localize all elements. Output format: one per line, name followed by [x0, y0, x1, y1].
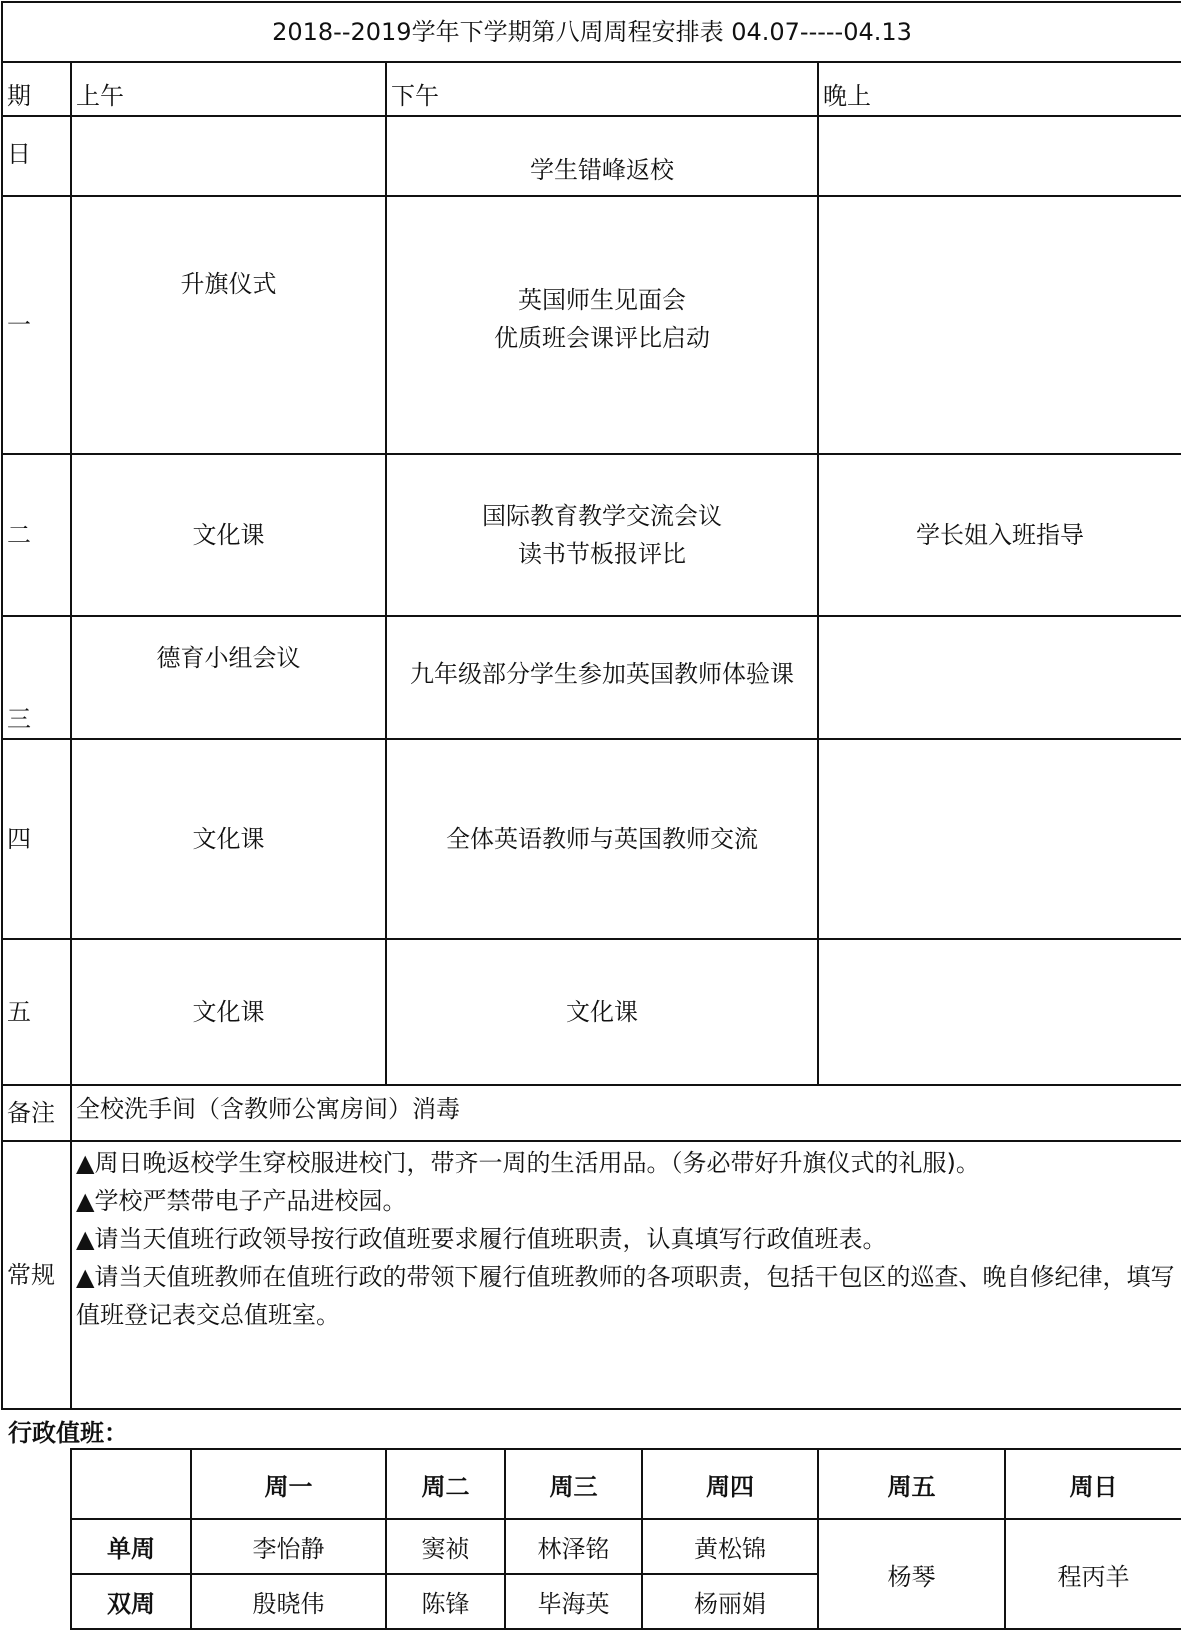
afternoon-item: 国际教育教学交流会议 [482, 502, 722, 530]
single-week-label: 单周 [71, 1519, 191, 1574]
remarks-text: 全校洗手间（含教师公寓房间）消毒 [71, 1085, 1181, 1141]
header-row [2, 62, 1181, 116]
duty-col-thursday: 周四 [642, 1449, 818, 1519]
day-label: 二 [2, 454, 71, 616]
title-row [2, 2, 1181, 62]
duty-name: 窦祯 [386, 1519, 505, 1574]
duty-header-row [71, 1449, 1181, 1519]
day-row-friday [2, 939, 1181, 1085]
routine-line: ▲请当天值班教师在值班行政的带领下履行值班教师的各项职责，包括干包区的巡查、晚自修纪律，填写值班登记表交总值班室。 [76, 1263, 1175, 1329]
afternoon-item: 英国师生见面会 [518, 286, 686, 314]
routine-line: ▲学校严禁带电子产品进校园。 [76, 1187, 407, 1215]
routine-row [2, 1141, 1181, 1409]
evening-cell [818, 116, 1181, 196]
duty-single-week-row [71, 1519, 1181, 1574]
afternoon-cell: 全体英语教师与英国教师交流 [386, 739, 818, 939]
morning-cell [71, 116, 386, 196]
duty-corner-cell [71, 1449, 191, 1519]
evening-cell [818, 196, 1181, 454]
day-row-wednesday [2, 616, 1181, 739]
day-label: 四 [2, 739, 71, 939]
duty-col-wednesday: 周三 [505, 1449, 642, 1519]
remarks-row [2, 1085, 1181, 1141]
routine-line: ▲周日晚返校学生穿校服进校门，带齐一周的生活用品。（务必带好升旗仪式的礼服)。 [76, 1149, 980, 1177]
day-row-sunday [2, 116, 1181, 196]
afternoon-cell: 文化课 [386, 939, 818, 1085]
duty-name: 林泽铭 [505, 1519, 642, 1574]
duty-sunday-name: 程丙羊 [1005, 1519, 1181, 1629]
morning-cell: 文化课 [71, 454, 386, 616]
remarks-label: 备注 [2, 1085, 71, 1141]
day-label: 日 [2, 116, 71, 196]
header-day: 期 [2, 62, 71, 116]
day-row-tuesday [2, 454, 1181, 616]
morning-cell: 文化课 [71, 739, 386, 939]
evening-cell [818, 739, 1181, 939]
day-label: 五 [2, 939, 71, 1085]
afternoon-cell [386, 196, 818, 454]
duty-col-friday: 周五 [818, 1449, 1005, 1519]
day-row-thursday [2, 739, 1181, 939]
double-week-label: 双周 [71, 1574, 191, 1629]
duty-col-tuesday: 周二 [386, 1449, 505, 1519]
duty-name: 杨丽娟 [642, 1574, 818, 1629]
afternoon-cell: 学生错峰返校 [386, 116, 818, 196]
routine-line: ▲请当天值班行政领导按行政值班要求履行值班职责，认真填写行政值班表。 [76, 1225, 887, 1253]
duty-name: 毕海英 [505, 1574, 642, 1629]
evening-cell [818, 616, 1181, 739]
header-afternoon: 下午 [386, 62, 818, 116]
day-row-monday [2, 196, 1181, 454]
duty-roster-table [70, 1448, 1181, 1630]
duty-name: 黄松锦 [642, 1519, 818, 1574]
day-label: 三 [2, 616, 71, 739]
evening-cell: 学长姐入班指导 [818, 454, 1181, 616]
routine-content [71, 1141, 1181, 1409]
routine-label: 常规 [2, 1141, 71, 1409]
header-evening: 晚上 [818, 62, 1181, 116]
evening-cell [818, 939, 1181, 1085]
duty-name: 陈锋 [386, 1574, 505, 1629]
duty-name: 殷晓伟 [191, 1574, 386, 1629]
duty-friday-name: 杨琴 [818, 1519, 1005, 1629]
afternoon-item: 读书节板报评比 [518, 540, 686, 568]
weekly-schedule-table [1, 1, 1181, 1410]
duty-name: 李怡静 [191, 1519, 386, 1574]
duty-section-label: 行政值班： [8, 1419, 128, 1447]
afternoon-cell [386, 454, 818, 616]
afternoon-cell: 九年级部分学生参加英国教师体验课 [386, 616, 818, 739]
morning-cell: 德育小组会议 [71, 616, 386, 739]
duty-col-sunday: 周日 [1005, 1449, 1181, 1519]
morning-cell: 升旗仪式 [71, 196, 386, 454]
morning-cell: 文化课 [71, 939, 386, 1085]
schedule-title: 2018--2019学年下学期第八周周程安排表 04.07-----04.13 [2, 2, 1181, 62]
duty-col-monday: 周一 [191, 1449, 386, 1519]
afternoon-item: 优质班会课评比启动 [494, 324, 710, 352]
day-label: 一 [2, 196, 71, 454]
header-morning: 上午 [71, 62, 386, 116]
